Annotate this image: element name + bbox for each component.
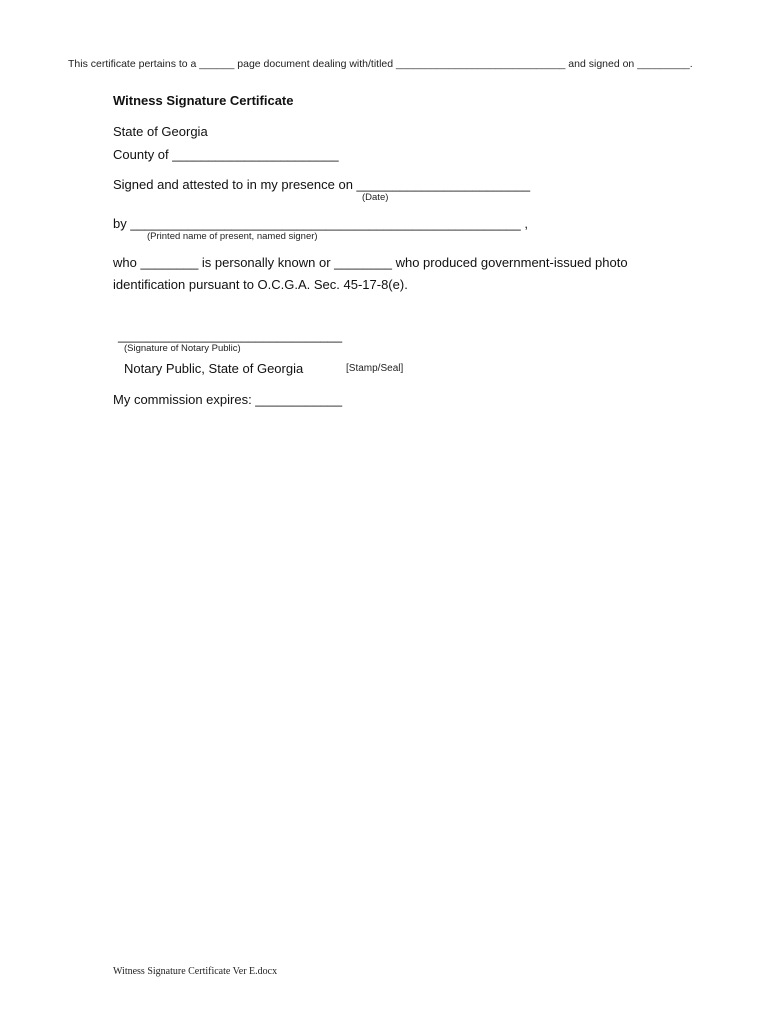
stamp-seal-label: [Stamp/Seal] [346,363,404,374]
certificate-title: Witness Signature Certificate [113,93,294,108]
identification-method-line: who ________ is personally known or ________ who produced government-issued photo [113,255,628,270]
signer-name-line: by ______________________________________________________ , [113,216,528,231]
notary-signature-line: _______________________________ [118,328,343,343]
date-caption: (Date) [362,192,389,203]
identification-statute-line: identification pursuant to O.C.G.A. Sec. 45-17-8(e). [113,277,408,292]
notary-signature-caption: (Signature of Notary Public) [124,343,241,354]
printed-name-caption: (Printed name of present, named signer) [147,231,318,242]
document-footer: Witness Signature Certificate Ver E.docx [113,966,278,977]
document-header-line: This certificate pertains to a ______ page document dealing with/titled _____________________________ and signed on _________. [68,58,693,70]
signed-attested-line: Signed and attested to in my presence on ________________________ [113,177,531,192]
notary-title: Notary Public, State of Georgia [124,361,304,376]
commission-expires-line: My commission expires: ____________ [113,392,343,407]
state-line: State of Georgia [113,124,208,139]
county-line: County of _______________________ [113,147,339,162]
